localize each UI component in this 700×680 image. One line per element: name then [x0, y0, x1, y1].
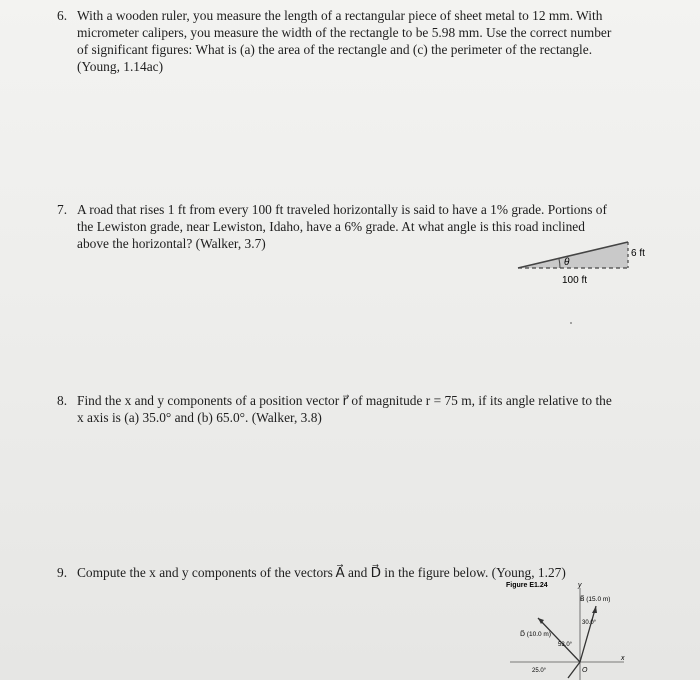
problem-number: 6. — [57, 8, 68, 23]
x-axis-label: x — [621, 655, 625, 662]
vector-d-label: D⃗ (10.0 m) — [520, 631, 552, 638]
grade-triangle-figure — [510, 238, 660, 298]
problem-number: 7. — [57, 202, 68, 217]
pencil-mark — [570, 322, 572, 324]
origin-label: O — [582, 667, 588, 674]
problem-number: 8. — [57, 393, 68, 408]
vector-a-arrow — [568, 662, 580, 678]
problem-text-line: micrometer calipers, you measure the width of the rectangle to be 5.98 mm. Use the correct number — [77, 25, 612, 40]
y-axis-label: y — [578, 582, 582, 589]
problem-text-line: x axis is (a) 35.0° and (b) 65.0°. (Walker, 3.8) — [77, 410, 322, 425]
angle-30-label: 30.0° — [582, 620, 597, 626]
problem-text-line: Compute the x and y components of the vectors A⃗ and D⃗ in the figure below. (Young, 1.27) — [77, 565, 566, 580]
figure-caption: Figure E1.24 — [506, 582, 548, 589]
angle-25-label: 25.0° — [532, 668, 547, 674]
problem-text-line: With a wooden ruler, you measure the length of a rectangular piece of sheet metal to 12 mm. With — [77, 8, 603, 23]
problem-number: 9. — [57, 565, 68, 580]
vector-figure — [500, 578, 650, 680]
problem-text-line: A road that rises 1 ft from every 100 ft traveled horizontally is said to have a 1% grade. Portions of — [77, 202, 607, 217]
vector-b-label: B⃗ (15.0 m) — [580, 596, 611, 603]
run-label: 100 ft — [562, 275, 588, 286]
problem-text-line: of significant figures: What is (a) the area of the rectangle and (c) the perimeter of the rectangle. — [77, 42, 593, 57]
angle-theta-label: θ — [564, 257, 570, 268]
problem-text-line: the Lewiston grade, near Lewiston, Idaho, have a 6% grade. At what angle is this road inclined — [77, 219, 585, 234]
problem-text-line: Find the x and y components of a position vector r⃗ of magnitude r = 75 m, if its angle relative to the — [77, 393, 612, 408]
angle-53-label: 53.0° — [558, 642, 573, 648]
problem-text-line: (Young, 1.14ac) — [77, 59, 164, 74]
vector-d-arrow — [538, 618, 580, 662]
problem-text-line: above the horizontal? (Walker, 3.7) — [77, 236, 266, 251]
vector-b-arrow — [580, 606, 596, 662]
rise-label: 6 ft — [631, 248, 645, 259]
